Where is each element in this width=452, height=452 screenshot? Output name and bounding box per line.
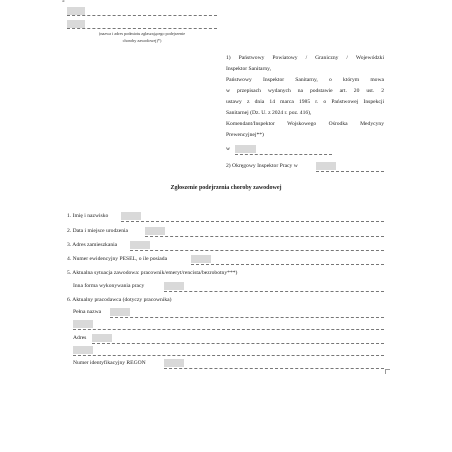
q4-label: 4. Numer ewidencyjny PESEL, o ile posiada [67,256,168,262]
q6-address-field-2[interactable] [73,346,93,354]
q6-address-label: Adres [73,335,87,341]
q3-line [130,250,384,251]
q4-line [191,264,384,265]
q6-address-field[interactable] [92,334,112,342]
q2-label: 2. Data i miejsce urodzenia [67,228,129,234]
q6-name-field-2[interactable] [73,320,93,328]
q6-address-line-2 [73,355,384,356]
recipient-1-line3: Państwowy Inspektor Sanitarny, o którym mowa [226,77,384,83]
sender-name-field[interactable] [67,7,85,15]
recipient-1-line2: Inspektor Sanitarny, [226,66,271,72]
sender-name-line [67,15,217,16]
q1-label: 1. Imię i nazwisko [67,213,109,219]
q6-regon-line [164,368,384,369]
q1-name-field[interactable] [121,212,141,220]
q6-address-line [92,343,384,344]
q5-other-label: Inna forma wykonywania pracy [73,283,145,289]
recipient-1-line7: Komendant/Inspektor Wojskowego Ośrodka Medycyny [226,121,384,127]
q6-label: 6. Aktualny pracodawca (dotyczy pracownika) [67,297,172,303]
recipient-2-label: 2) Okręgowy Inspektor Pracy w [226,163,298,169]
q6-regon-field[interactable] [164,359,184,367]
sender-caption-line2: choroby zawodowej)*) [122,38,162,43]
q6-name-line-2 [73,329,384,330]
sender-caption-line1: (nazwa i adres podmiotu zgłaszającego podejrzenie [98,31,186,36]
recipient-1-line6: Sanitarnej (Dz. U. z 2024 r. poz. 416), [226,110,312,116]
recipient-1-line5: ustawy z dnia 14 marca 1985 r. o Państwowej Inspekcji [226,99,384,105]
recipient-1-in-prefix: w [226,146,231,152]
recipient-2-location-field[interactable] [316,162,336,170]
sender-address-line [67,28,217,29]
form-title: Zgłoszenie podejrzenia choroby zawodowej [170,185,282,191]
q6-name-label: Pełna nazwa [73,309,102,315]
q4-pesel-field[interactable] [191,255,211,263]
recipient-1-line8: Prewencyjnej**) [226,132,264,138]
q5-other-line [164,291,384,292]
q6-regon-label: Numer identyfikacyjny REGON [73,360,146,366]
q3-address-field[interactable] [130,241,150,249]
page-number: 5 [62,0,65,4]
q1-line [121,221,384,222]
recipient-1-location-field[interactable] [235,145,256,153]
page-corner-mark [385,369,390,374]
recipient-1-line1: 1) Państwowy Powiatowy / Graniczny / Wojewódzki [226,55,384,61]
q2-birth-field[interactable] [145,227,165,235]
q5-label: 5. Aktualna sytuacja zawodowa: pracownik/emeryt/rencista/bezrobotny***) [67,270,238,276]
q5-other-field[interactable] [164,282,184,290]
q6-name-field[interactable] [110,308,130,316]
q6-name-line [110,317,384,318]
recipient-1-line4: w przepisach wydanych na podstawie art. 20 ust. 2 [226,88,384,94]
q3-label: 3. Adres zamieszkania [67,242,118,248]
sender-address-field[interactable] [67,20,85,28]
q2-line [145,236,384,237]
recipient-2-location-line [316,171,384,172]
recipient-1-location-line [235,154,332,155]
